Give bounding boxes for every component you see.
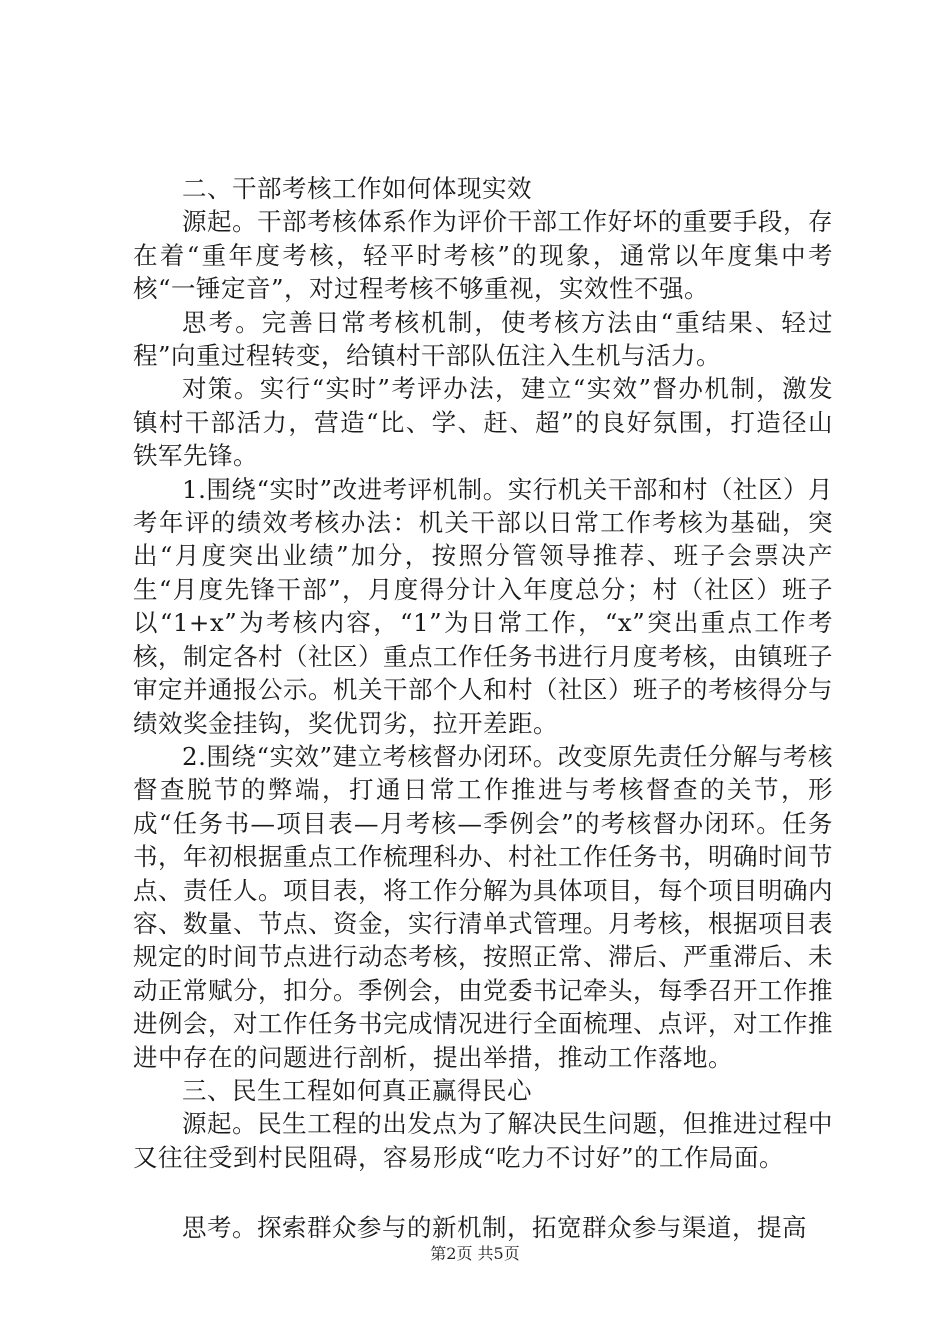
section-heading-3: 三、民生工程如何真正赢得民心 xyxy=(182,1075,532,1105)
paragraph-gap xyxy=(133,1174,833,1211)
page-footer: 第2页 共5页 xyxy=(430,1244,520,1263)
paragraph-thinking-2: 思考。探索群众参与的新机制，拓宽群众参与渠道，提高 xyxy=(182,1213,807,1243)
paragraph-thinking-1: 思考。完善日常考核机制，使考核方法由“重结果、轻过程”向重过程转变，给镇村干部队伍注入生机与活力。 xyxy=(133,307,833,371)
document-body xyxy=(133,172,833,1245)
paragraph-item-1: 1.围绕“实时”改进考评机制。实行机关干部和村（社区）月考年评的绩效考核办法：机关干部以日常工作考核为基础，突出“月度突出业绩”加分，按照分管领导推荐、班子会票决产生“月度先锋干部”，月度得分计入年度总分；村（社区）班子以“1+x”为考核内容，“1”为日常工作，“x”突出重点工作考核，制定各村（社区）重点工作任务书进行月度考核，由镇班子审定并通报公示。机关干部个人和村（社区）班子的考核得分与绩效奖金挂钩，奖优罚劣，拉开差距。 xyxy=(133,474,833,738)
section-heading-2: 二、干部考核工作如何体现实效 xyxy=(182,174,532,203)
paragraph-item-2: 2.围绕“实效”建立考核督办闭环。改变原先责任分解与考核督查脱节的弊端，打通日常工作推进与考核督查的关节，形成“任务书—项目表—月考核—季例会”的考核督办闭环。任务书，年初根据重点工作梳理科办、村社工作任务书，明确时间节点、责任人。项目表，将工作分解为具体项目，每个项目明确内容、数量、节点、资金，实行清单式管理。月考核，根据项目表规定的时间节点进行动态考核，按照正常、滞后、严重滞后、未动正常赋分，扣分。季例会，由党委书记牵头，每季召开工作推进例会，对工作任务书完成情况进行全面梳理、点评，对工作推进中存在的问题进行剖析，提出举措，推动工作落地。 xyxy=(133,741,833,1072)
paragraph-origin-2: 源起。民生工程的出发点为了解决民生问题，但推进过程中又往往受到村民阻碍，容易形成“吃力不讨好”的工作局面。 xyxy=(133,1109,833,1172)
paragraph-countermeasure-1: 对策。实行“实时”考评办法，建立“实效”督办机制，激发镇村干部活力，营造“比、学、赶、超”的良好氛围，打造径山铁军先锋。 xyxy=(133,374,833,471)
paragraph-origin-1: 源起。干部考核体系作为评价干部工作好坏的重要手段，存在着“重年度考核，轻平时考核”的现象，通常以年度集中考核“一锤定音”，对过程考核不够重视，实效性不强。 xyxy=(133,207,833,304)
